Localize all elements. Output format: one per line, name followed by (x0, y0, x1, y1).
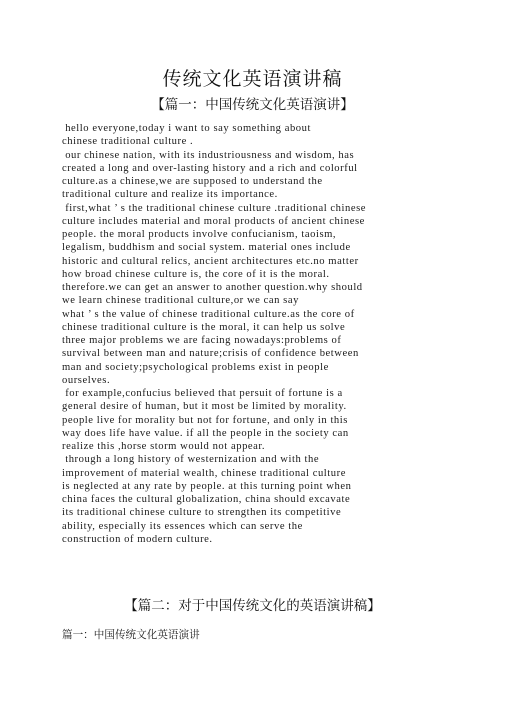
body-line: is neglected at any rate by people. at this turning point when (62, 480, 352, 492)
body-line: improvement of material wealth, chinese traditional culture (62, 467, 346, 479)
body-line: legalism, buddhism and social system. material ones include (62, 242, 351, 254)
body-line: man and society;psychological problems exist in people (62, 361, 329, 373)
body-line: three major problems we are facing nowadays:problems of (62, 335, 342, 346)
body-line: through a long history of westernization and with the (62, 454, 320, 466)
document-title: 传统文化英语演讲稿 (162, 68, 343, 90)
body-line: people live for morality but not for fortune, and only in this (62, 414, 348, 426)
body-line: hello everyone,today i want to say something about (62, 123, 311, 134)
body-line: traditional culture and realize its importance. (62, 189, 278, 201)
body-line: people. the moral products involve confucianism, taoism, (62, 229, 337, 240)
body-line: first,what ’ s the traditional chinese culture .traditional chinese (62, 202, 367, 214)
body-line: therefore.we can get an answer to another question.why should (62, 282, 363, 293)
body-line: ability, especially its essences which can serve the (62, 520, 303, 532)
body-text (62, 122, 392, 546)
body-line: china faces the cultural globalization, china should excavate (62, 494, 351, 505)
body-line: its traditional chinese culture to strengthen its competitive (62, 507, 342, 519)
body-line: we learn chinese traditional culture,or we can say (62, 295, 299, 307)
body-line: for example,confucius believed that persuit of fortune is a (62, 388, 343, 399)
body-line: what ’ s the value of chinese traditional culture.as the core of (62, 308, 355, 320)
body-line: culture.as a chinese,we are supposed to understand the (62, 176, 323, 187)
body-line: construction of modern culture. (62, 533, 213, 545)
body-line: realize this ,horse storm would not appear. (62, 441, 266, 452)
body-line: ourselves. (62, 374, 111, 386)
body-line: culture includes material and moral products of ancient chinese (62, 215, 365, 227)
body-line: how broad chinese culture is, the core of it is the moral. (62, 268, 330, 280)
body-line: chinese traditional culture . (62, 136, 194, 148)
body-line: way does life have value. if all the people in the society can (62, 427, 349, 439)
body-line: survival between man and nature;crisis of confidence between (62, 348, 359, 360)
body-line: general desire of human, but it most be limited by morality. (62, 401, 347, 413)
section-heading-1: 【篇一：中国传统文化英语演讲】 (151, 97, 354, 113)
section-heading-2: 【篇二：对于中国传统文化的英语演讲稿】 (124, 598, 381, 614)
body-line: historic and cultural relics, ancient architectures etc.no matter (62, 255, 359, 267)
section-2-first-line: 篇一：中国传统文化英语演讲 (62, 629, 200, 641)
body-line: chinese traditional culture is the moral, it can help us solve (62, 321, 346, 333)
body-line: created a long and over-lasting history and a rich and colorful (62, 162, 358, 174)
body-line: our chinese nation, with its industriousness and wisdom, has (62, 149, 355, 161)
